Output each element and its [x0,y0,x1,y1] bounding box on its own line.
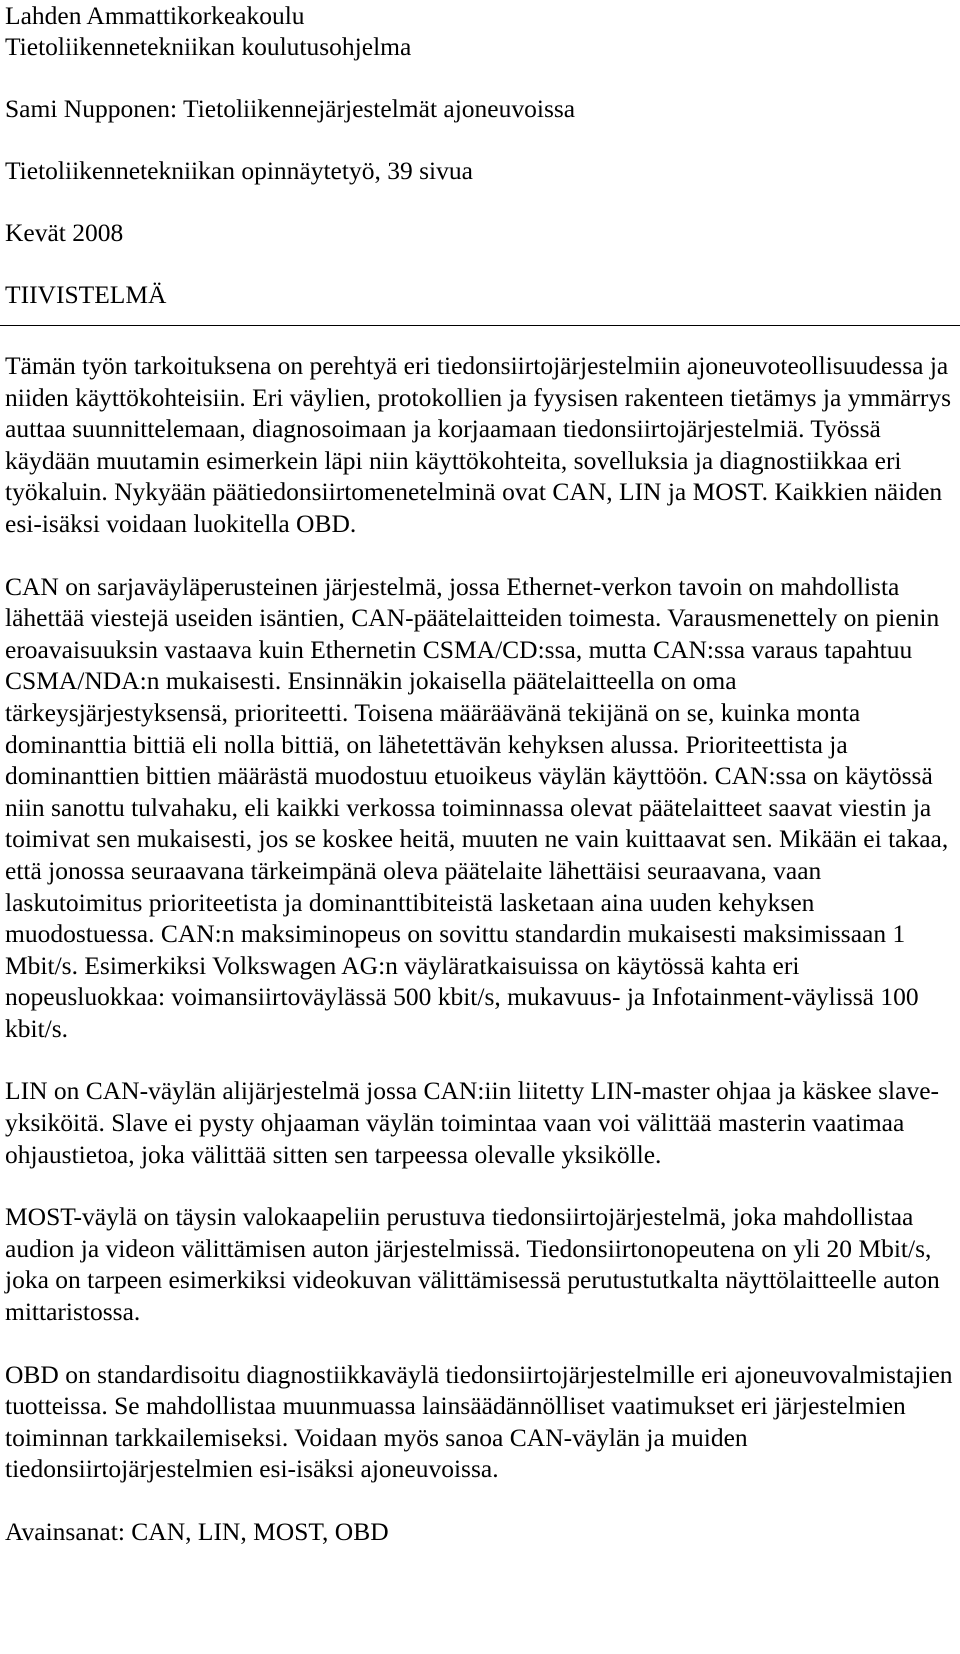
spacer [5,186,955,217]
document-header [5,0,955,310]
horizontal-divider [0,325,960,326]
section-title: TIIVISTELMÄ [5,280,167,309]
spacer [5,62,955,93]
thesis-info: Tietoliikennetekniikan opinnäytetyö, 39 sivua [5,156,473,185]
document-page [5,0,955,310]
thesis-date: Kevät 2008 [5,218,124,247]
abstract-paragraph-lin: LIN on CAN-väylän alijärjestelmä jossa CAN:iin liitetty LIN-master ohjaa ja käskee slave-yksiköitä. Slave ei pysty ohjaaman väylän toimintaa vaan voi välittää masterin vaatimaa ohjaustietoa, joka välittää sitten sen tarpeessa olevalle yksikölle. [5,1076,940,1169]
abstract-paragraph-intro: Tämän työn tarkoituksena on perehtyä eri tiedonsiirtojärjestelmiin ajoneuvoteollisuudessa ja niiden käyttökohteisiin. Eri väylien, protokollien ja fyysisen rakenteen tietämys ja ymmärrys auttaa suunnittelemaan, diagnosoimaan ja korjaamaan tiedonsiirtojärjestelmiä. Työssä käydään muutamin esimerkein läpi niin käyttökohteita, sovelluksia ja diagnostiikkaa eri työkaluin. Nykyään päätiedonsiirtomenetelminä ovat CAN, LIN ja MOST. Kaikkien näiden esi-isäksi voidaan luokitella OBD. [5,351,952,538]
spacer [5,248,955,279]
keywords-line: Avainsanat: CAN, LIN, MOST, OBD [5,1517,389,1546]
author-title: Sami Nupponen: Tietoliikennejärjestelmät ajoneuvoissa [5,94,576,123]
spacer [5,124,955,155]
abstract-paragraph-obd: OBD on standardisoitu diagnostiikkaväylä tiedonsiirtojärjestelmille eri ajoneuvovalmistajien tuotteissa. Se mahdollistaa muunmuassa lainsäädännölliset vaatimukset eri järjestelmien toiminnan tarkkailemiseksi. Voidaan myös sanoa CAN-väylän ja muiden tiedonsiirtojärjestelmien esi-isäksi ajoneuvoissa. [5,1359,953,1484]
institution-name: Lahden Ammattikorkeakoulu [5,1,305,30]
abstract-body [5,350,960,1548]
programme-name: Tietoliikennetekniikan koulutusohjelma [5,32,412,61]
abstract-paragraph-most: MOST-väylä on täysin valokaapeliin perustuva tiedonsiirtojärjestelmä, joka mahdollistaa audion ja videon välittämisen auton järjestelmissä. Tiedonsiirtonopeutena on yli 20 Mbit/s, joka on tarpeen esimerkiksi videokuvan välittämisessä perutustutkalta näyttölaitteelle auton mittaristossa. [5,1202,940,1327]
abstract-paragraph-can: CAN on sarjaväyläperusteinen järjestelmä, jossa Ethernet-verkon tavoin on mahdollista lähettää viestejä useiden isäntien, CAN-päätelaitteiden toimesta. Varausmenettely on pienin eroavaisuuksin vastaava kuin Ethernetin CSMA/CD:ssa, mutta CAN:ssa varaus tapahtuu CSMA/NDA:n mukaisesti. Ensinnäkin jokaisella päätelaitteella on oma tärkeysjärjestyksensä, prioriteetti. Toisena määräävänä tekijänä on se, kuinka monta dominanttia bittiä eli nolla bittiä, on lähetettävän kehyksen alussa. Prioriteettista ja dominanttien bittien määrästä muodostuu etuoikeus väylän käyttöön. CAN:ssa on käytössä niin sanottu tulvahaku, eli kaikki verkossa toiminnassa olevat päätelaitteet saavat viestin ja toimivat sen mukaisesti, jos se koskee heitä, muuten ne vain kuittaavat sen. Mikään ei takaa, että jonossa seuraavana tärkeimpänä oleva päätelaite lähettäisi seuraavana, vaan laskutoimitus prioriteetista ja dominanttibiteistä lasketaan aina uuden kehyksen muodostuessa. CAN:n maksiminopeus on sovittu standardin mukaisesti maksimissaan 1 Mbit/s. Esimerkiksi Volkswagen AG:n väyläratkaisuissa on käytössä kahta eri nopeusluokkaa: voimansiirtoväylässä 500 kbit/s, mukavuus- ja Infotainment-väylissä 100 kbit/s. [5,571,949,1043]
